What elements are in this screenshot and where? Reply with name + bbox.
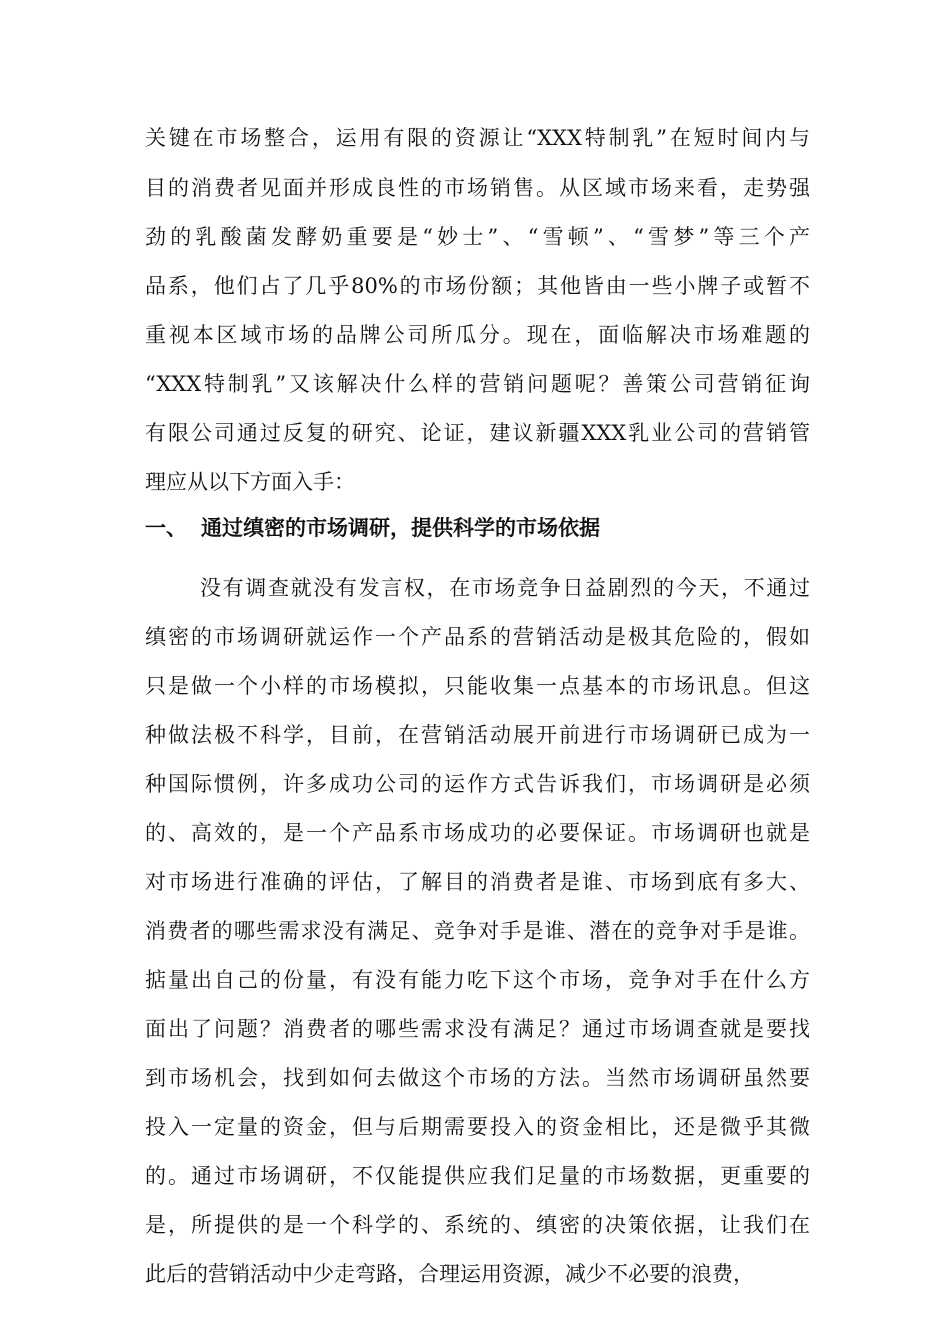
paragraph-line: 品系，他们占了几乎80%的市场份额；其他皆由一些小牌子或暂不	[145, 274, 810, 298]
paragraph-line: 只是做一个小样的市场模拟，只能收集一点基本的市场讯息。但这	[145, 674, 810, 698]
paragraph-line: 掂量出自己的份量，有没有能力吃下这个市场，竞争对手在什么方	[145, 968, 810, 992]
paragraph-line: 的、高效的，是一个产品系市场成功的必要保证。市场调研也就是	[145, 821, 810, 845]
paragraph-line: 此后的营销活动中少走弯路，合理运用资源，减少不必要的浪费，	[145, 1262, 754, 1286]
section-heading	[145, 512, 600, 546]
paragraph-line: 重视本区域市场的品牌公司所瓜分。现在，面临解决市场难题的	[145, 323, 810, 347]
paragraph-line: 关键在市场整合，运用有限的资源让“XXX特制乳”在短时间内与	[145, 126, 810, 150]
paragraph-line: 面出了问题？消费者的哪些需求没有满足？通过市场调查就是要找	[145, 1017, 810, 1041]
paragraph-line: 的。通过市场调研，不仅能提供应我们足量的市场数据，更重要的	[145, 1164, 810, 1188]
paragraph-line: 投入一定量的资金，但与后期需要投入的资金相比，还是微乎其微	[145, 1115, 810, 1139]
paragraph-line: 到市场机会，找到如何去做这个市场的方法。当然市场调研虽然要	[145, 1066, 810, 1090]
paragraph-line: 种做法极不科学，目前，在营销活动展开前进行市场调研已成为一	[145, 723, 810, 747]
section-title: 通过缜密的市场调研，提供科学的市场依据	[201, 516, 600, 540]
paragraph-line: 种国际惯例，许多成功公司的运作方式告诉我们，市场调研是必须	[145, 772, 810, 796]
paragraph-line: 有限公司通过反复的研究、论证，建议新疆XXX乳业公司的营销管	[145, 421, 810, 445]
paragraph-line: 理应从以下方面入手：	[145, 470, 355, 494]
paragraph-line: “XXX特制乳”又该解决什么样的营销问题呢？善策公司营销征询	[145, 372, 810, 396]
paragraph-line: 是，所提供的是一个科学的、系统的、缜密的决策依据，让我们在	[145, 1213, 810, 1237]
section-number: 一、	[145, 516, 187, 540]
paragraph-line: 缜密的市场调研就运作一个产品系的营销活动是极其危险的，假如	[145, 625, 810, 649]
paragraph-line: 劲的乳酸菌发酵奶重要是“妙士”、“雪顿”、“雪梦”等三个产	[145, 225, 810, 249]
paragraph-line: 目的消费者见面并形成良性的市场销售。从区域市场来看，走势强	[145, 176, 810, 200]
paragraph-line: 对市场进行准确的评估，了解目的消费者是谁、市场到底有多大、	[145, 870, 810, 894]
paragraph-line: 没有调查就没有发言权，在市场竞争日益剧烈的今天，不通过	[200, 576, 810, 600]
paragraph-line: 消费者的哪些需求没有满足、竞争对手是谁、潜在的竞争对手是谁。	[145, 919, 810, 943]
